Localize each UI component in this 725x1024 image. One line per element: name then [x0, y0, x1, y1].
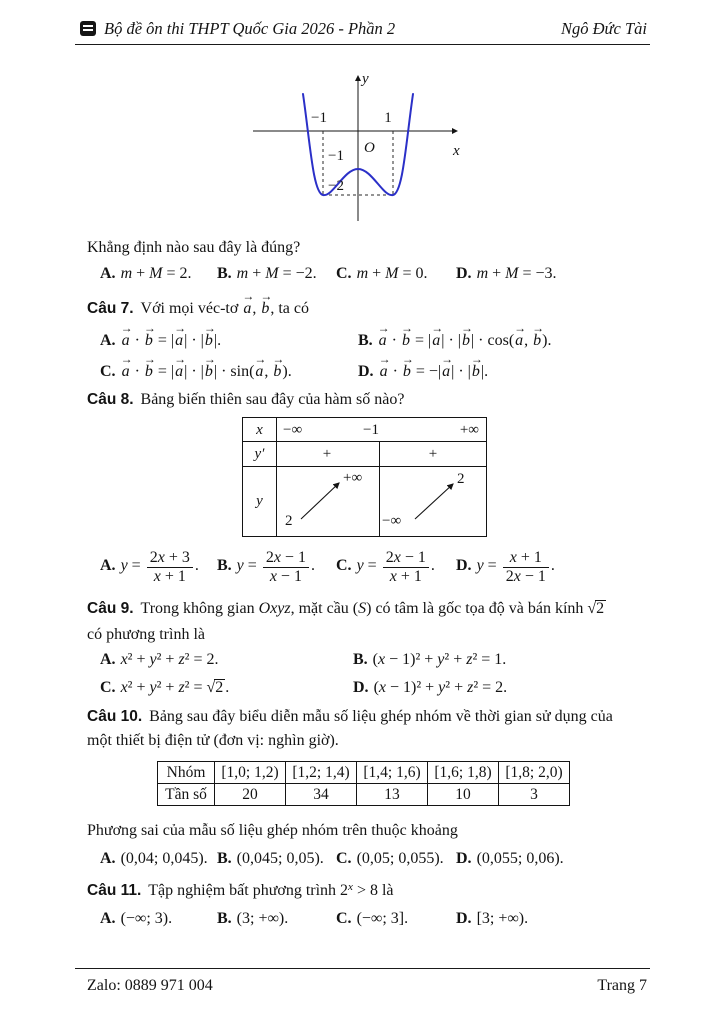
origin-label: O [364, 140, 375, 156]
vector-b: → b [143, 352, 156, 380]
header-author: Ngô Đức Tài [560, 19, 647, 38]
q11-option-a: A. (−∞; 3). [100, 910, 173, 927]
vector-b: → b [203, 352, 216, 380]
vector-b: → b [260, 289, 273, 317]
q7-option-b: B. → a · → b = | → a| · | → b| · cos( → a, → b). [358, 330, 651, 352]
bbt-x-neg1: −1 [363, 422, 379, 438]
function-graph [250, 64, 470, 230]
vector-a: → a [120, 352, 133, 380]
q11-label: Câu 11. [87, 882, 142, 899]
q9-option-c: C. x² + y² + z² = √2 . [100, 679, 230, 696]
table-row-groups: Nhóm [1,0; 1,2) [1,2; 1,4) [1,4; 1,6) [1,6; 1,8) [1,8; 2,0) [158, 762, 570, 784]
header-title: Bộ đề ôn thi THPT Quốc Gia 2026 - Phần 2 [104, 19, 396, 38]
q9-option-d: D. (x − 1)² + y² + z² = 2. [353, 679, 508, 696]
vector-b: → b [460, 321, 473, 349]
q6-question: Khẳng định nào sau đây là đúng? [87, 239, 301, 256]
vector-a: → a [254, 352, 267, 380]
page-footer [75, 968, 650, 1003]
q10-label: Câu 10. [87, 708, 143, 725]
increase-arrow-left [301, 483, 339, 519]
bbt-increase-arrows [243, 418, 486, 536]
q6-options [87, 263, 651, 285]
bbt-y-right-from: −∞ [382, 513, 402, 529]
q8-option-b: B. y = $\frac{2x - 1}{x - 1}$ . [217, 549, 315, 585]
q10-option-c: C. (0,05; 0,055). [336, 850, 444, 867]
bbt-x-neg-inf: −∞ [283, 422, 303, 438]
vector-b: → b [272, 352, 285, 380]
vector-b: → b [401, 352, 414, 380]
vector-a: → a [514, 321, 527, 349]
bbt-yprime-label: y′ [254, 446, 265, 462]
bbt-y-left-from: 2 [285, 513, 293, 529]
q8-option-a: A. y = $\frac{2x + 3}{x + 1}$ . [100, 549, 199, 585]
q11-option-d: D. [3; +∞). [456, 910, 529, 927]
bbt-y-right-to: 2 [457, 471, 465, 487]
q9-option-a: A. x² + y² + z² = 2. [100, 651, 219, 668]
q10-stem-line1 [87, 706, 638, 728]
vector-b: → b [143, 321, 156, 349]
q9-stem-line1: Câu 9. Trong không gian Oxyz, mặt cầu (S) có tâm là gốc tọa độ và bán kính √2 [87, 600, 605, 617]
bbt-x-pos-inf: +∞ [459, 422, 479, 438]
bbt-y-left-to: +∞ [343, 470, 363, 486]
table-row-freqs: Tần số 20 34 13 10 3 [158, 784, 570, 806]
vector-a: → a [431, 321, 444, 349]
q8-options [87, 549, 651, 593]
q9-options-row1 [87, 649, 651, 671]
q7-option-a: A. → a · → b = | → a| · | → b|. [100, 330, 358, 352]
q6-option-a: A. m + M = 2. [100, 265, 192, 282]
q8-option-c: C. y = $\frac{2x - 1}{x + 1}$ . [336, 549, 435, 585]
q6-option-d: D. m + M = −3. [456, 265, 557, 282]
bbt-yprime-sign-2: + [428, 446, 438, 462]
q7-label: Câu 7. [87, 300, 134, 317]
vector-a: → a [242, 289, 255, 317]
q6-option-c: C. m + M = 0. [336, 265, 428, 282]
vector-a: → a [377, 321, 390, 349]
page-number: Trang 7 [597, 977, 647, 994]
bbt-yprime-sign-1: + [322, 446, 332, 462]
bbt-y-label: y [256, 493, 263, 509]
bbt-x-label: x [256, 422, 263, 438]
increase-arrow-right [415, 484, 453, 519]
q11-options [87, 908, 651, 930]
q7-option-d: D. → a · → b = −| → a| · | → b|. [358, 361, 651, 383]
q10-question2: Phương sai của mẫu số liệu ghép nhóm trên thuộc khoảng [87, 822, 458, 839]
x-axis-label: x [453, 143, 460, 159]
x-tick-neg1: −1 [311, 110, 327, 126]
q10-option-b: B. (0,045; 0,05). [217, 850, 324, 867]
frequency-table [157, 761, 570, 806]
q8-stem [87, 389, 638, 411]
q9-stem-line2: có phương trình là [87, 626, 205, 643]
q8-label: Câu 8. [87, 391, 134, 408]
vector-b: → b [203, 321, 216, 349]
groups-row-label: Nhóm [158, 762, 215, 784]
vector-a: → a [441, 352, 454, 380]
q11-option-b: B. (3; +∞). [217, 910, 289, 927]
q6-option-b: B. m + M = −2. [217, 265, 317, 282]
q7-options-row1 [87, 321, 651, 352]
y-axis-label: y [362, 71, 369, 87]
y-tick-neg2: −2 [328, 178, 344, 194]
vector-b: → b [532, 321, 545, 349]
q10-options [87, 848, 651, 870]
vector-b: → b [401, 321, 413, 349]
footer-contact: Zalo: 0889 971 004 [87, 977, 213, 994]
vector-a: → a [120, 321, 133, 349]
q10-option-d: D. (0,055; 0,06). [456, 850, 564, 867]
q7-options-row2 [87, 352, 651, 383]
book-icon [80, 21, 96, 36]
q10-stem-line2: một thiết bị điện tử (đơn vị: nghìn giờ). [87, 732, 339, 749]
page-header [75, 18, 650, 45]
y-tick-neg1: −1 [328, 148, 344, 164]
vector-a: → a [174, 352, 187, 380]
q9-label: Câu 9. [87, 600, 134, 617]
q7-stem: Câu 7. Với mọi véc-tơ → a, → b, ta có [87, 298, 638, 320]
q9-options-row2 [87, 677, 651, 699]
q10-option-a: A. (0,04; 0,045). [100, 850, 208, 867]
q11-stem: Câu 11. Tập nghiệm bất phương trình $2^x > 8$ là [87, 881, 394, 899]
x-tick-pos1: 1 [384, 110, 392, 126]
vector-a: → a [174, 321, 187, 349]
q8-question: Bảng biến thiên sau đây của hàm số nào? [140, 391, 405, 408]
q11-option-c: C. (−∞; 3]. [336, 910, 409, 927]
q10-intro-1: Bảng sau đây biểu diễn mẫu số liệu ghép nhóm về thời gian sử dụng của [149, 708, 613, 725]
freqs-row-label: Tần số [158, 784, 215, 806]
q9-option-b: B. (x − 1)² + y² + z² = 1. [353, 651, 507, 668]
variation-table [242, 417, 487, 537]
q7-option-c: C. → a · → b = | → a| · | → b| · sin( → a, → b). [100, 361, 358, 383]
vector-b: → b [470, 352, 483, 380]
vector-a: → a [378, 352, 391, 380]
q8-option-d: D. y = $\frac{x + 1}{2x - 1}$ . [456, 549, 555, 585]
